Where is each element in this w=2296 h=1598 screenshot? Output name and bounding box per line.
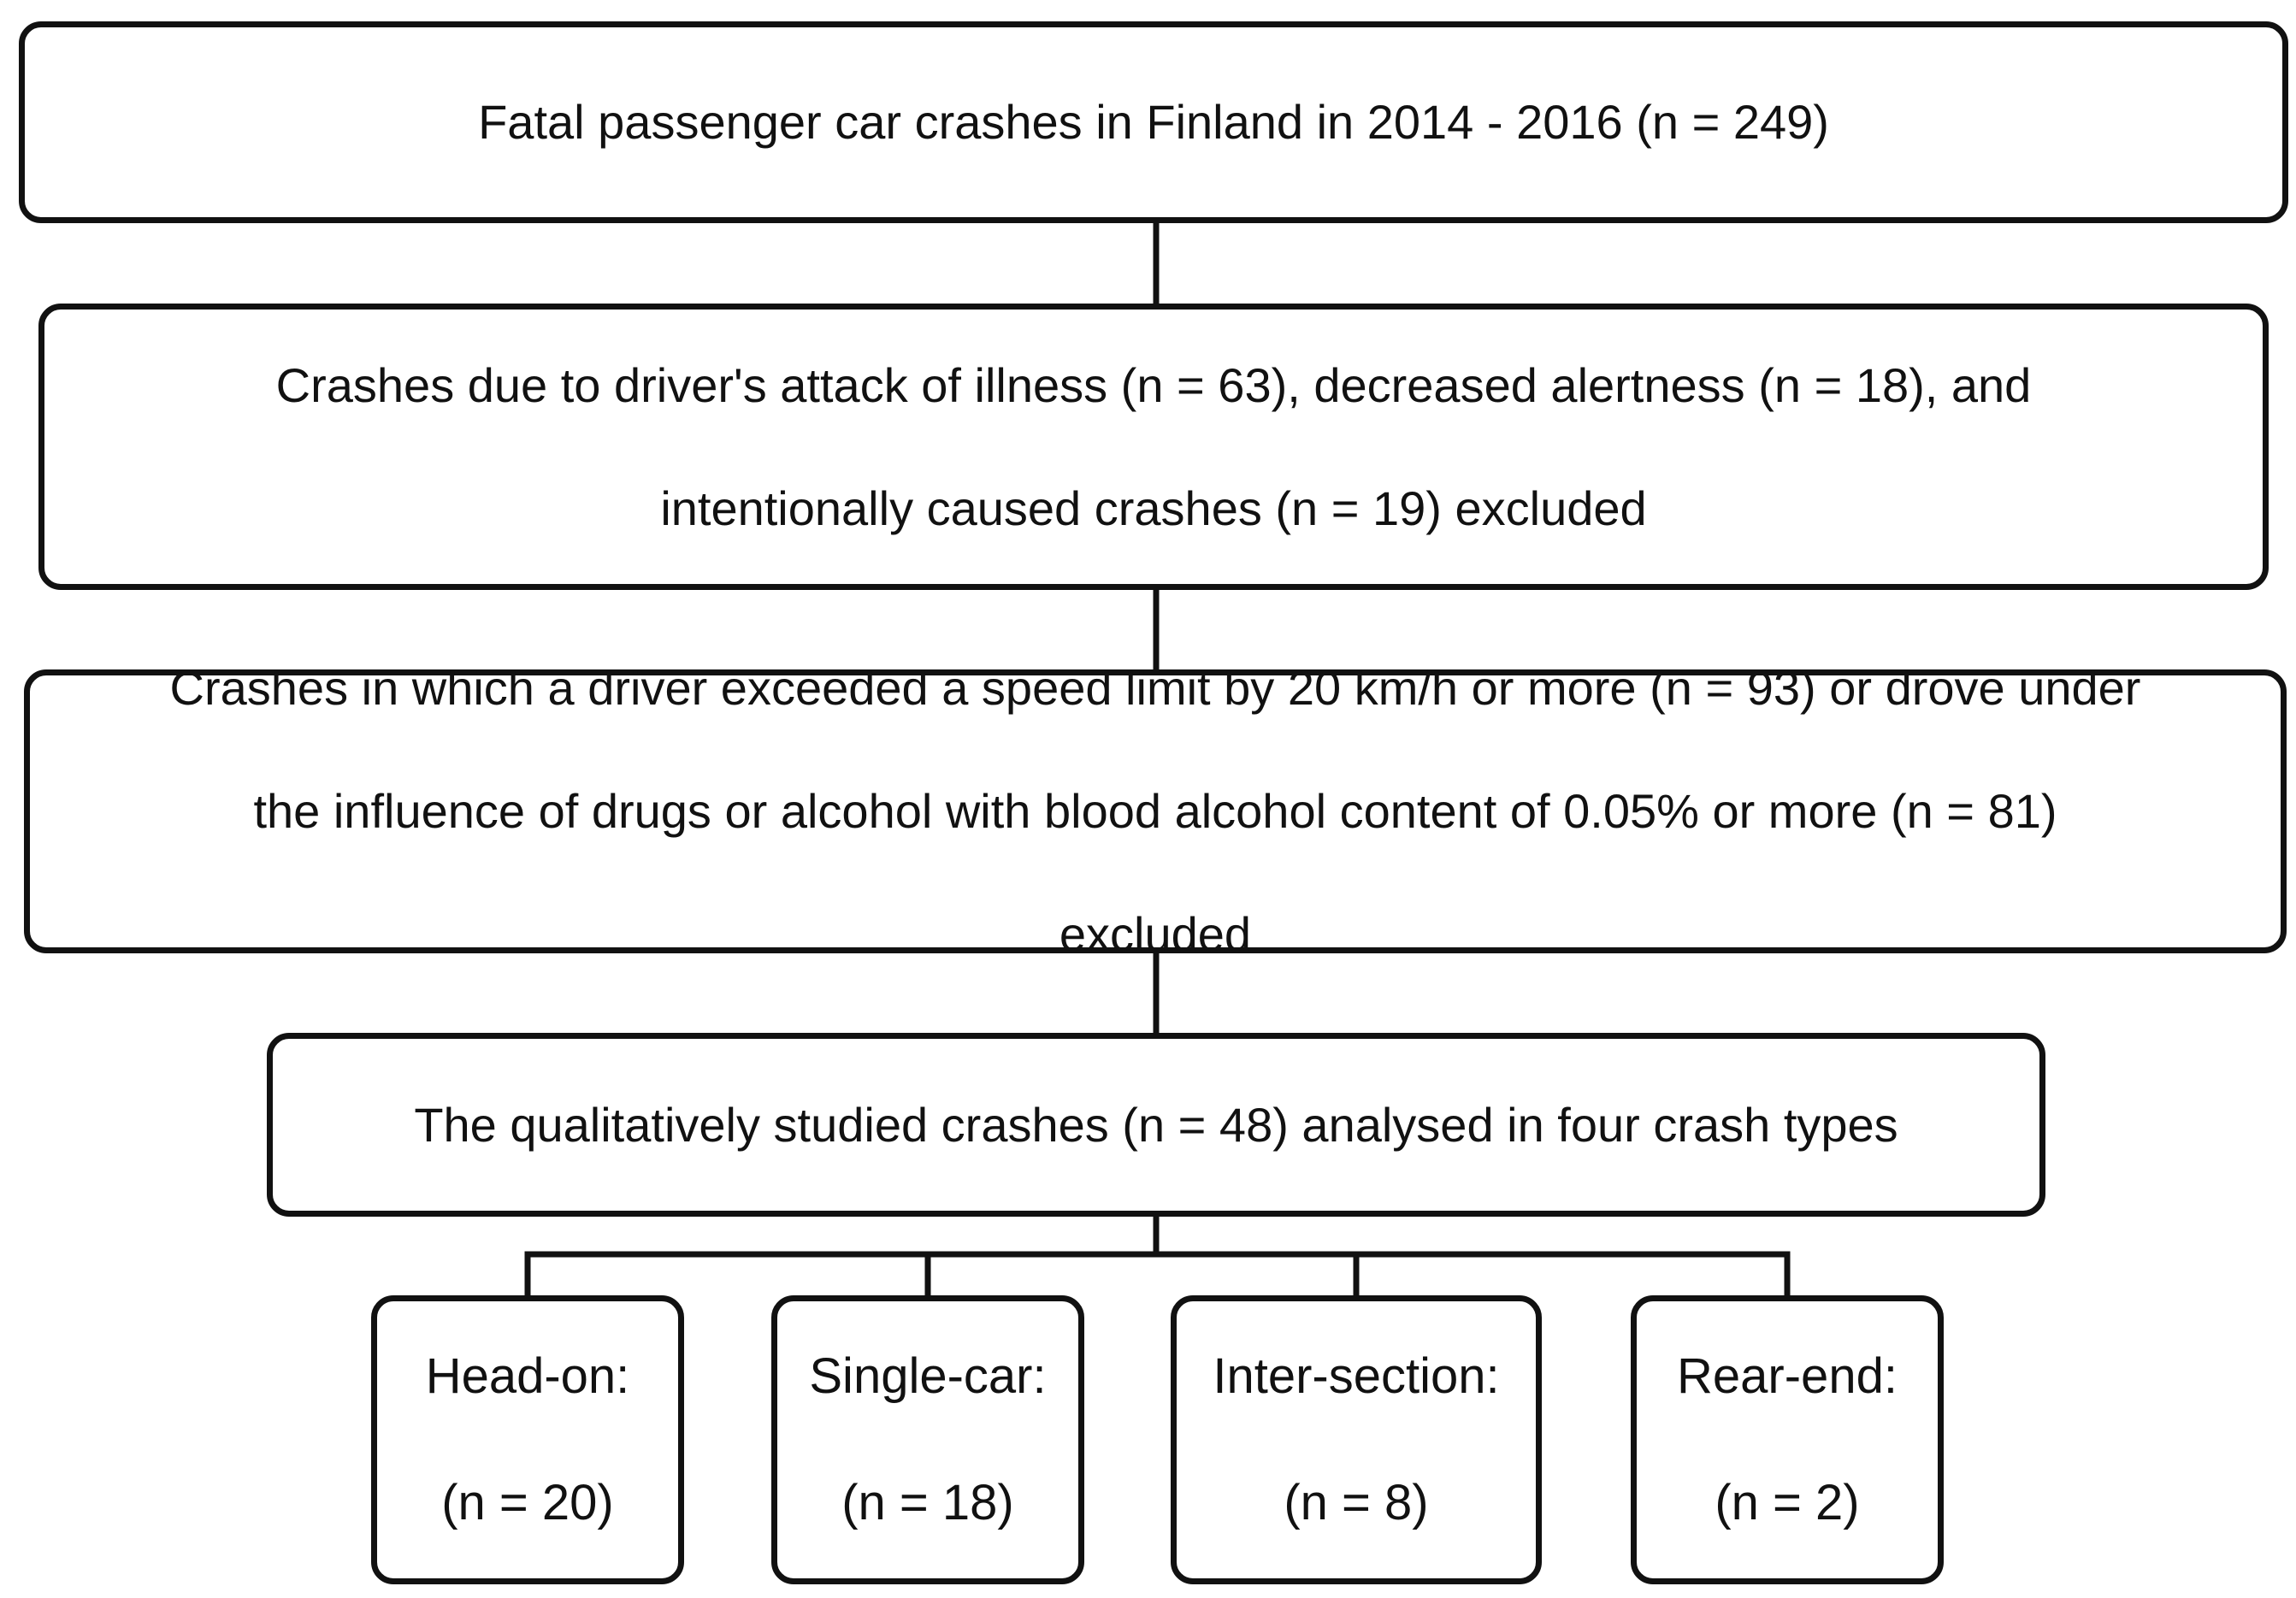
studied-crashes-box [267, 1033, 2045, 1217]
crash-type-rear-end-box [1631, 1295, 1944, 1584]
crash-type-single-car-name: Single-car: [809, 1348, 1047, 1404]
exclusion-illness-box [38, 304, 2269, 590]
exclusion-speed-alcohol-line-2: the influence of drugs or alcohol with blood alcohol content of 0.05% or more (n = 81) [253, 784, 2057, 838]
crash-type-intersection-name: Inter-section: [1213, 1348, 1500, 1404]
exclusion-speed-alcohol-line-1: Crashes in which a driver exceeded a speed limit by 20 km/h or more (n = 93) or drove under [169, 661, 2141, 715]
crash-type-rear-end-count: (n = 2) [1715, 1475, 1860, 1530]
total-crashes-box [19, 21, 2288, 223]
crash-type-head-on-box [371, 1295, 684, 1584]
total-crashes-label: Fatal passenger car crashes in Finland in 2014 - 2016 (n = 249) [478, 95, 1829, 149]
exclusion-illness-text [276, 293, 2032, 601]
crash-type-head-on-count: (n = 20) [441, 1475, 614, 1530]
exclusion-speed-alcohol-line-3: excluded [1059, 907, 1252, 961]
crash-type-single-car-box [771, 1295, 1084, 1584]
exclusion-illness-line-1: Crashes due to driver's attack of illness (n = 63), decreased alertness (n = 18), and [275, 357, 2032, 412]
exclusion-speed-alcohol-text [170, 596, 2141, 1027]
studied-crashes-label: The qualitatively studied crashes (n = 48) analysed in four crash types [414, 1097, 1898, 1152]
exclusion-speed-alcohol-box [24, 661, 2287, 961]
crash-type-intersection-count: (n = 8) [1284, 1475, 1429, 1530]
crash-type-intersection-box [1171, 1295, 1542, 1584]
crash-type-single-car-count: (n = 18) [841, 1475, 1014, 1530]
exclusion-illness-line-2: intentionally caused crashes (n = 19) excluded [660, 481, 1647, 535]
crash-type-rear-end-name: Rear-end: [1677, 1348, 1898, 1404]
crash-type-head-on-name: Head-on: [425, 1348, 630, 1404]
